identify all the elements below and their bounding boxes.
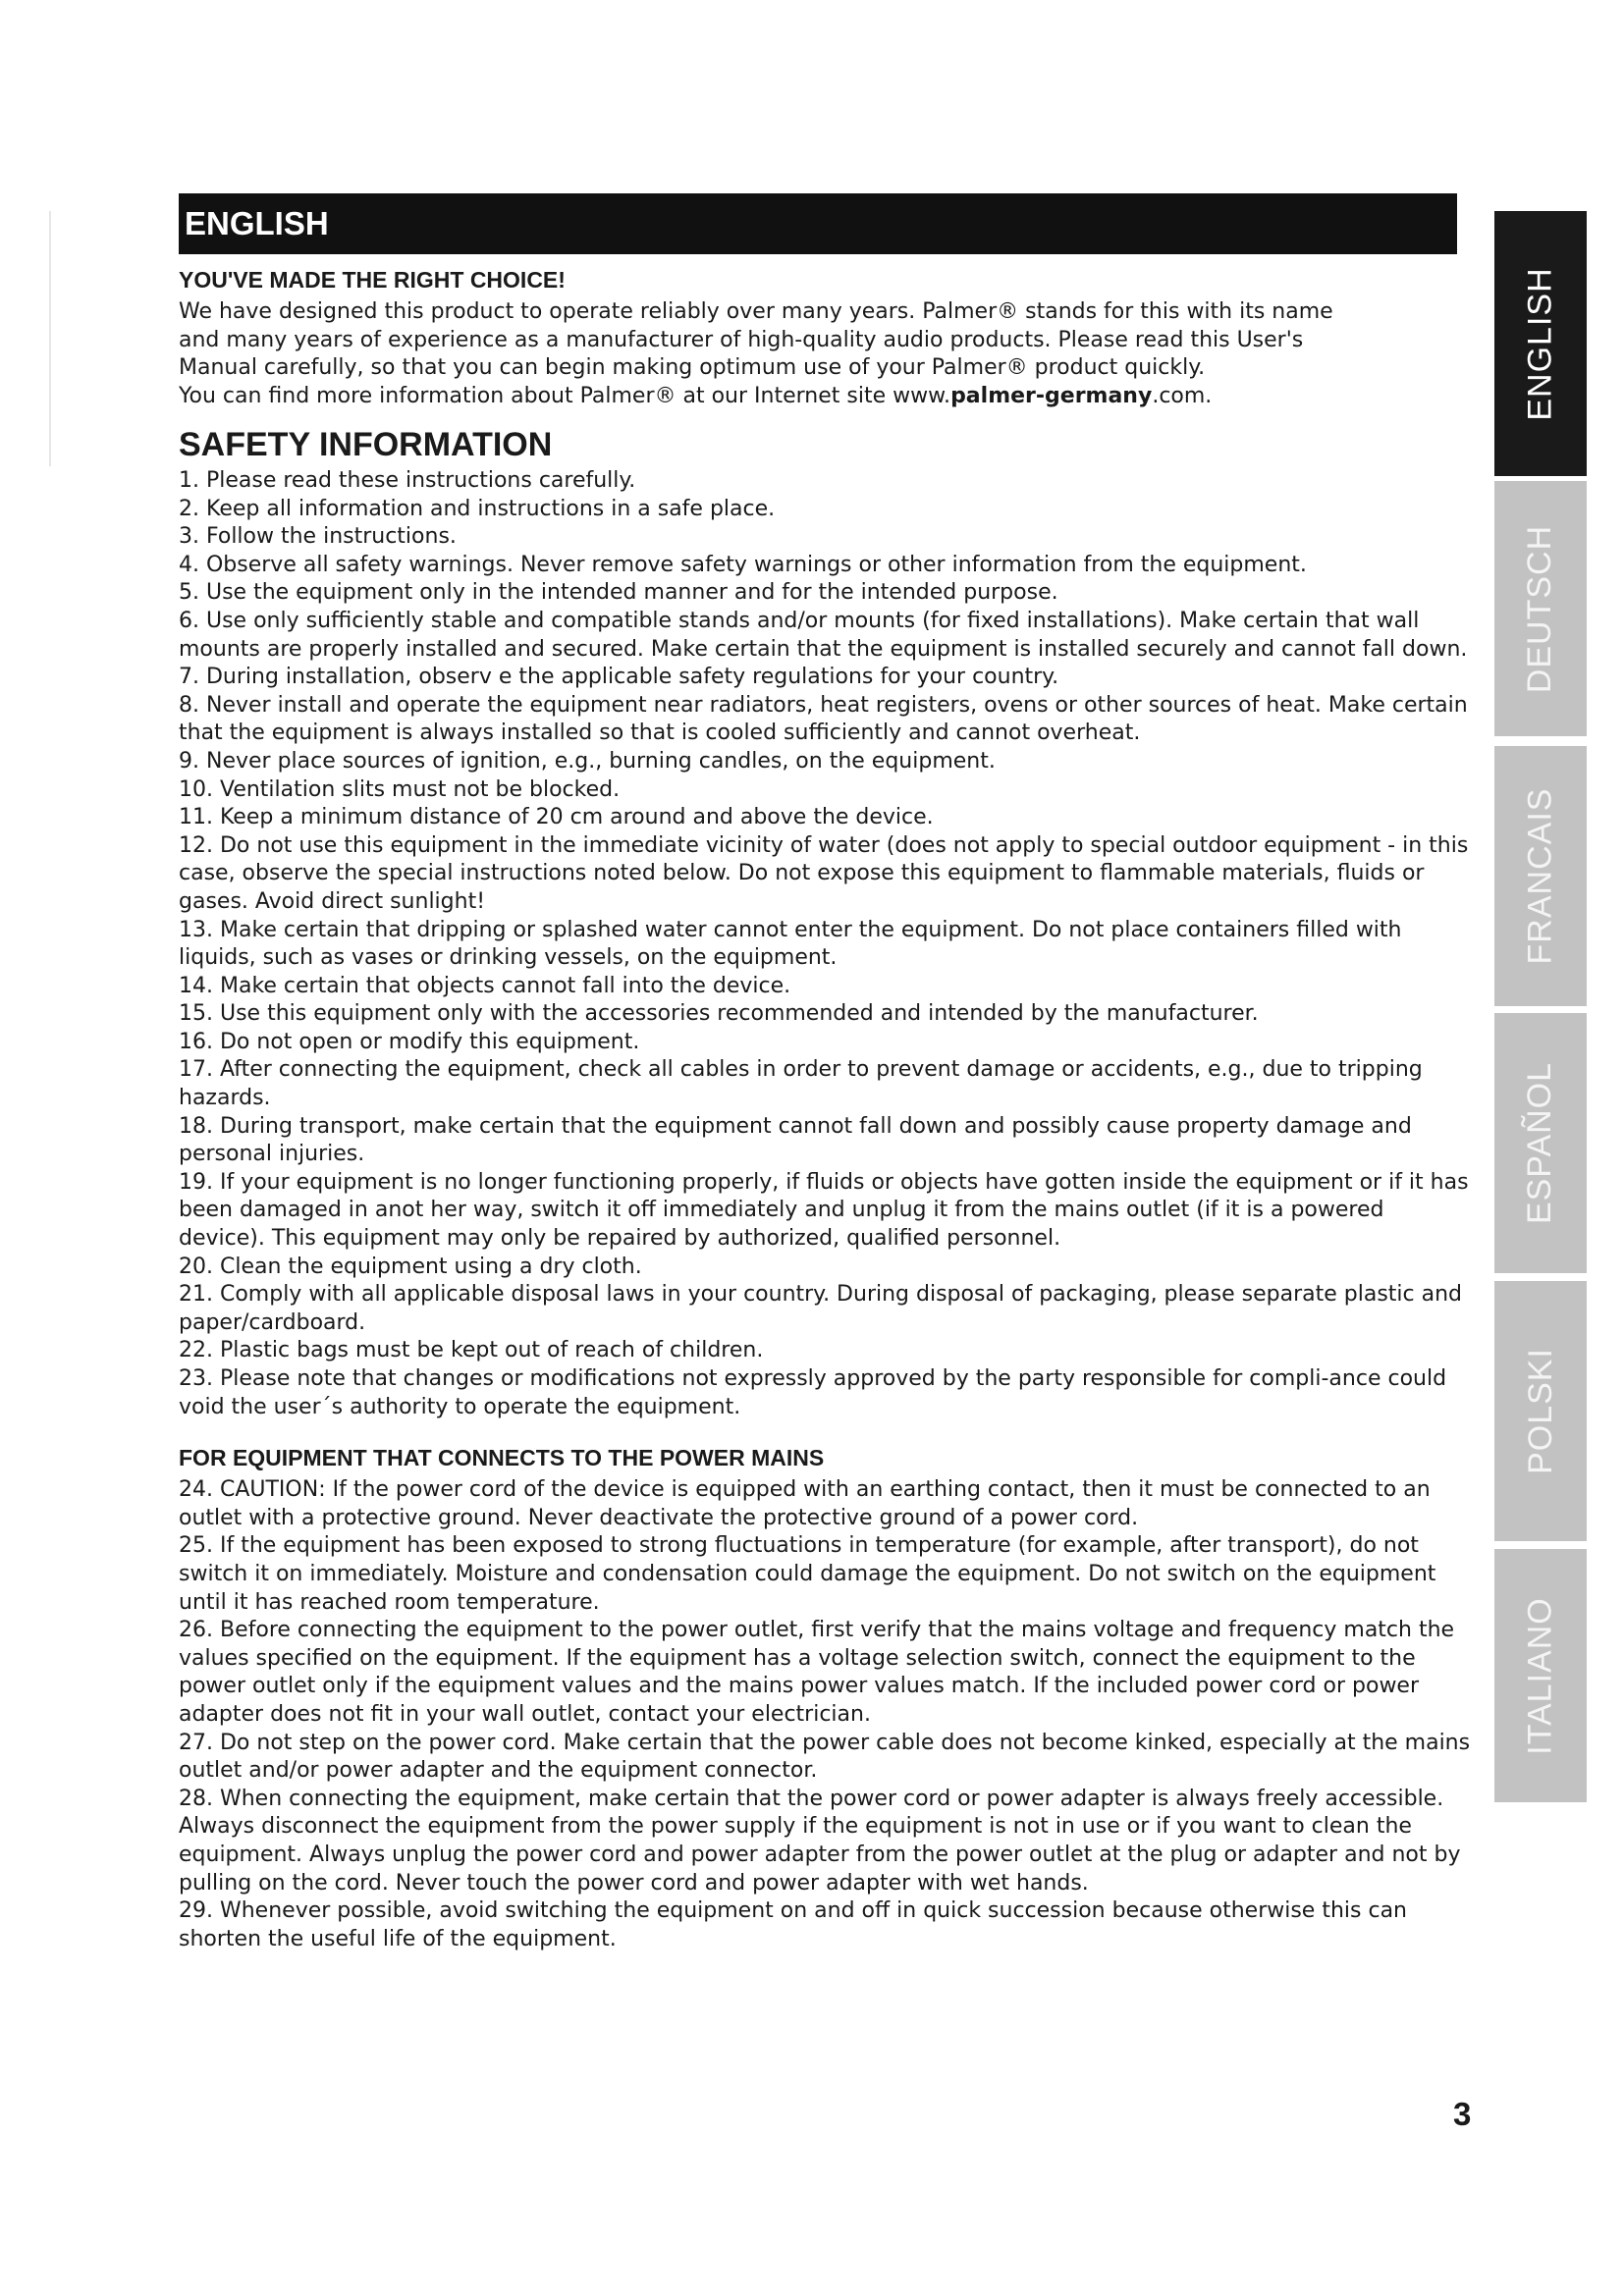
safety-title: SAFETY INFORMATION: [179, 426, 553, 463]
list-item: 29. Whenever possible, avoid switching the equipment on and off in quick succession because otherwise this can shorten the useful life of the equipment.: [179, 1898, 1407, 1951]
intro-paragraph: [179, 298, 1475, 410]
list-item: 6. Use only sufficiently stable and compatible stands and/or mounts (for fixed installations). Make certain that wall mounts are properly installed and secured. Make certain that the equipment is installed securely and cannot fall down.: [179, 608, 1468, 662]
list-item: 28. When connecting the equipment, make certain that the power cord or power adapter is always freely accessible. Always disconnect the equipment from the power supply if the equipment is not in use or if you want to clean the equipment. Always unplug the power cord and power adapter from the power outlet at the plug or adapter and not by pulling on the cord. Never touch the power cord and power adapter with wet hands.: [179, 1786, 1461, 1896]
tab-italiano[interactable]: [1494, 1549, 1587, 1802]
tab-label: DEUTSCH: [1521, 524, 1559, 693]
list-item: 14. Make certain that objects cannot fall into the device.: [179, 973, 791, 998]
manual-content: [179, 265, 1475, 1953]
tab-label: ESPAÑOL: [1521, 1061, 1559, 1225]
intro-line: and many years of experience as a manufacturer of high-quality audio products. Please read this User's: [179, 327, 1304, 352]
list-item: 25. If the equipment has been exposed to strong fluctuations in temperature (for example, after transport), do not switch it on immediately. Moisture and condensation could damage the equipment. Do not switch on the equipment until it has reached room temperature.: [179, 1533, 1436, 1615]
website-domain[interactable]: palmer-germany: [950, 383, 1153, 408]
list-item: 23. Please note that changes or modifications not expressly approved by the party responsible for compli-ance could void the user´s authority to operate the equipment.: [179, 1366, 1447, 1419]
tab-deutsch[interactable]: [1494, 481, 1587, 736]
intro-heading: YOU'VE MADE THE RIGHT CHOICE!: [179, 267, 566, 293]
tab-label: FRANCAIS: [1521, 787, 1559, 965]
list-item: 5. Use the equipment only in the intended manner and for the intended purpose.: [179, 580, 1058, 606]
list-item: 16. Do not open or modify this equipment.: [179, 1029, 640, 1054]
tab-english[interactable]: [1494, 211, 1587, 476]
intro-line: We have designed this product to operate reliably over many years. Palmer® stands for this with its name: [179, 299, 1333, 324]
list-item: 19. If your equipment is no longer functioning properly, if fluids or objects have gotten inside the equipment or if it has been damaged in anot her way, switch it off immediately and unplug it from the mains outlet (if it is a powered device). This equipment may only be repaired by authorized, qualified personnel.: [179, 1169, 1469, 1252]
list-item: 2. Keep all information and instructions in a safe place.: [179, 496, 776, 521]
margin-rule: [49, 211, 51, 466]
intro-line: Manual carefully, so that you can begin making optimum use of your Palmer® product quickly.: [179, 355, 1206, 380]
tab-label: ITALIANO: [1521, 1596, 1559, 1755]
list-item: 7. During installation, observ e the applicable safety regulations for your country.: [179, 665, 1059, 690]
language-banner: ENGLISH: [179, 193, 1457, 254]
mains-heading: FOR EQUIPMENT THAT CONNECTS TO THE POWER MAINS: [179, 1445, 825, 1471]
list-item: 13. Make certain that dripping or splashed water cannot enter the equipment. Do not place containers filled with liquids, such as vases or drinking vessels, on the equipment.: [179, 917, 1402, 971]
list-item: 24. CAUTION: If the power cord of the device is equipped with an earthing contact, then it must be connected to an outlet with a protective ground. Never deactivate the protective ground of a power cord.: [179, 1477, 1431, 1530]
tab-label: POLSKI: [1521, 1348, 1559, 1474]
list-item: 8. Never install and operate the equipment near radiators, heat registers, ovens or other sources of heat. Make certain that the equipment is always installed so that is cooled sufficiently and cannot overheat.: [179, 692, 1468, 746]
tab-polski[interactable]: [1494, 1281, 1587, 1541]
list-item: 1. Please read these instructions carefully.: [179, 468, 636, 493]
list-item: 21. Comply with all applicable disposal laws in your country. During disposal of packaging, please separate plastic and paper/cardboard.: [179, 1282, 1463, 1335]
list-item: 11. Keep a minimum distance of 20 cm around and above the device.: [179, 805, 934, 830]
tab-espanol[interactable]: [1494, 1013, 1587, 1273]
list-item: 9. Never place sources of ignition, e.g., burning candles, on the equipment.: [179, 748, 996, 774]
list-item: 18. During transport, make certain that the equipment cannot fall down and possibly cause property damage and personal injuries.: [179, 1113, 1412, 1167]
list-item: 20. Clean the equipment using a dry cloth.: [179, 1254, 642, 1279]
list-item: 27. Do not step on the power cord. Make certain that the power cable does not become kinked, especially at the mains outlet and/or power adapter and the equipment connector.: [179, 1730, 1471, 1784]
list-item: 26. Before connecting the equipment to the power outlet, first verify that the mains voltage and frequency match the values specified on the equipment. If the equipment has a voltage selection switch, connect the equipment to the power outlet only if the equipment values and the mains power values match. If the included power cord or power adapter does not fit in your wall outlet, contact your electrician.: [179, 1618, 1455, 1727]
website-line: [179, 383, 1475, 411]
list-item: 22. Plastic bags must be kept out of reach of children.: [179, 1338, 764, 1363]
mains-list: [179, 1476, 1475, 1953]
list-item: 4. Observe all safety warnings. Never remove safety warnings or other information from the equipment.: [179, 552, 1307, 577]
list-item: 15. Use this equipment only with the accessories recommended and intended by the manufacturer.: [179, 1001, 1259, 1027]
page-number: 3: [1453, 2096, 1472, 2132]
list-item: 10. Ventilation slits must not be blocked.: [179, 776, 621, 802]
list-item: 3. Follow the instructions.: [179, 524, 457, 550]
tab-label: ENGLISH: [1521, 266, 1559, 421]
website-prefix: You can find more information about Palmer® at our Internet site www.: [179, 383, 951, 408]
safety-list: [179, 467, 1475, 1421]
website-suffix: .com.: [1152, 383, 1213, 408]
tab-francais[interactable]: [1494, 746, 1587, 1006]
list-item: 12. Do not use this equipment in the immediate vicinity of water (does not apply to special outdoor equipment - in this case, observe the special instructions noted below. Do not expose this equipment to flammable materials, fluids or gases. Avoid direct sunlight!: [179, 832, 1469, 914]
list-item: 17. After connecting the equipment, check all cables in order to prevent damage or accidents, e.g., due to tripping hazards.: [179, 1057, 1423, 1111]
